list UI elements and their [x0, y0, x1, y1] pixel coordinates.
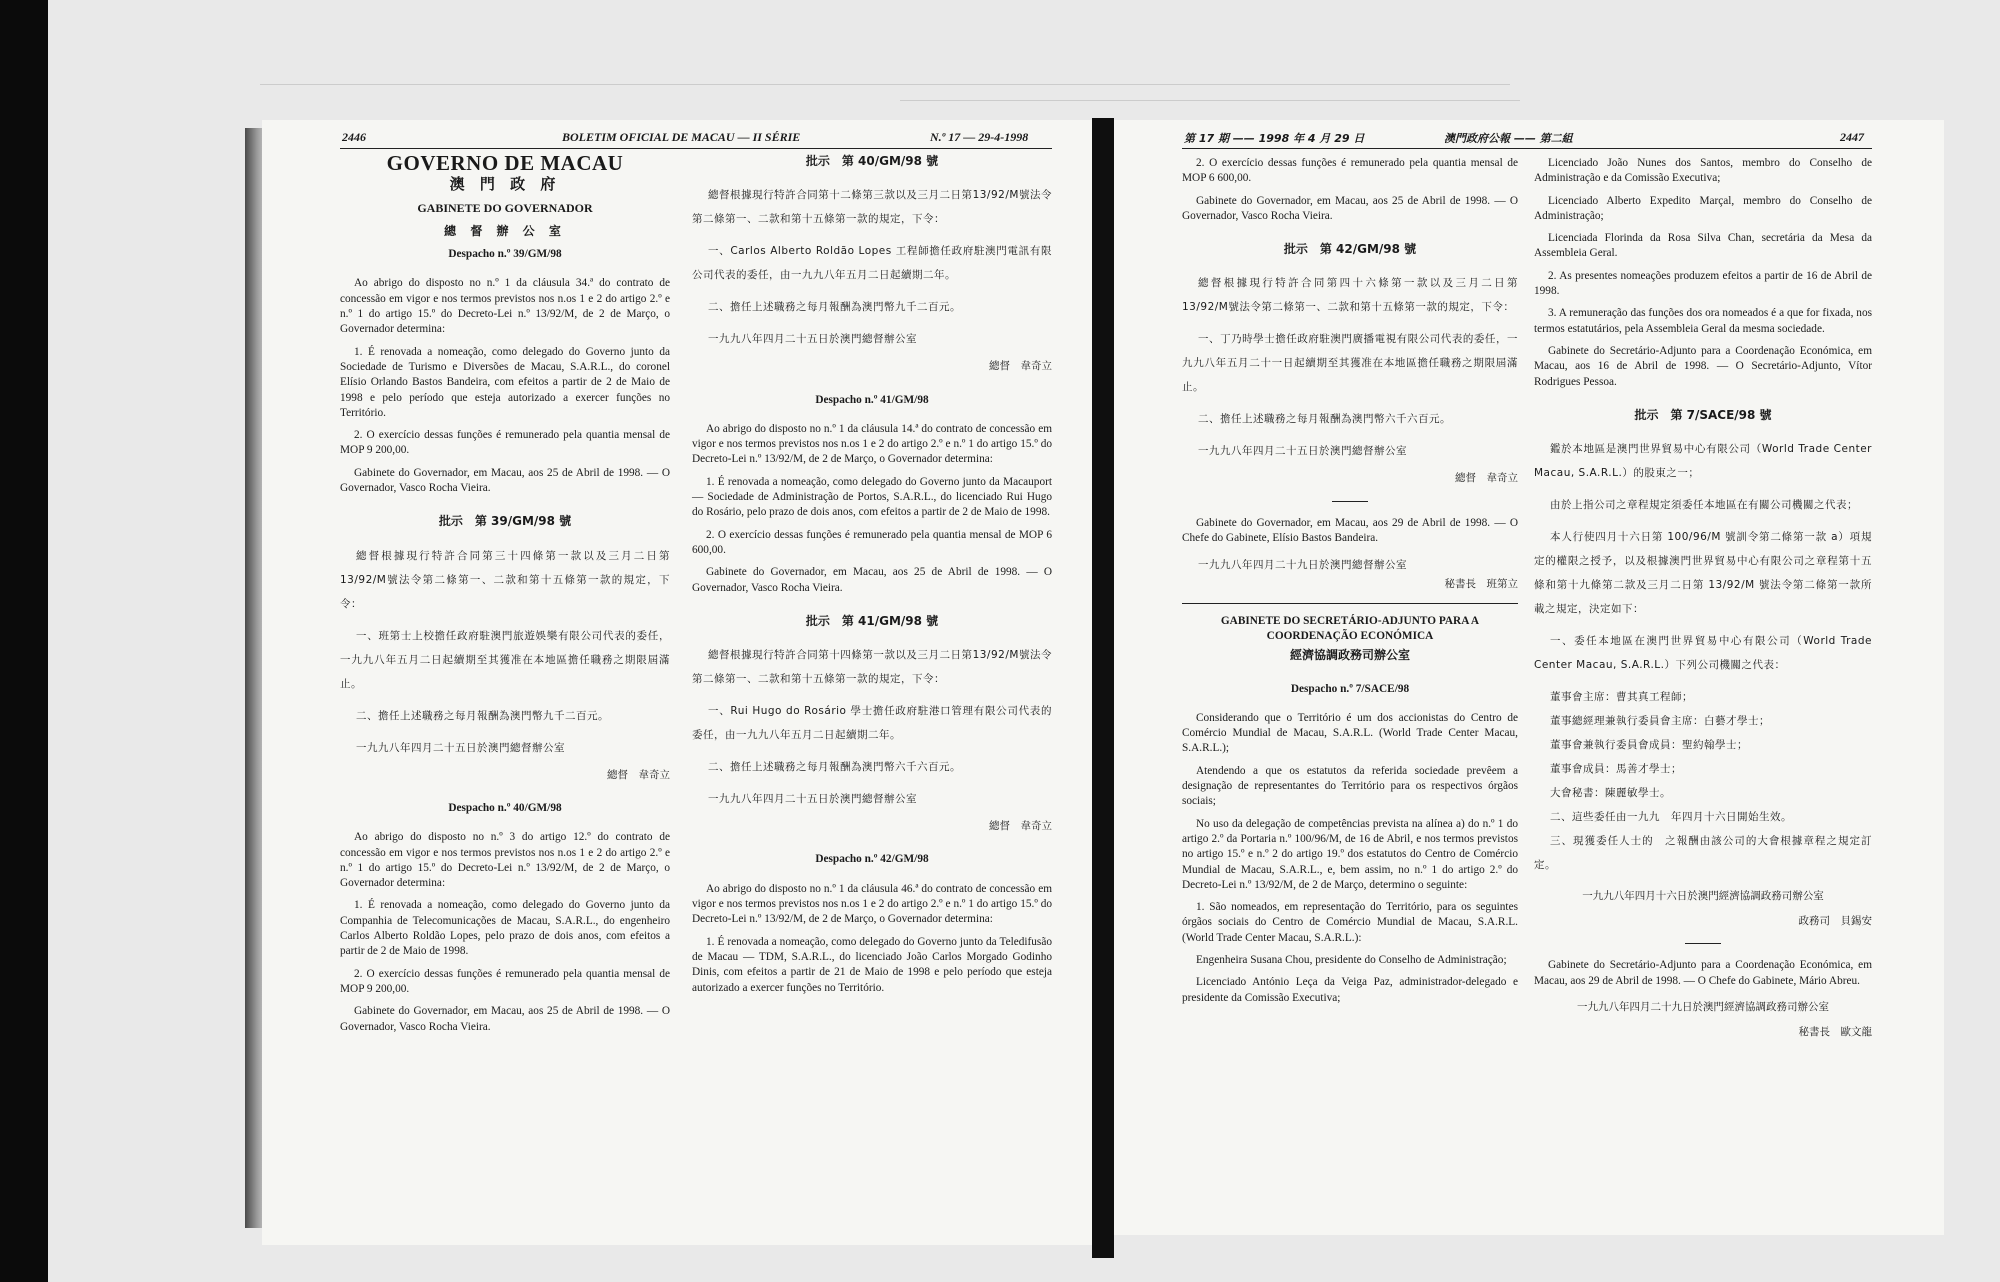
- government-title: GOVERNO DE MACAU: [386, 151, 624, 175]
- zh-39-signature: 總督 韋奇立: [607, 768, 670, 781]
- zh-41-intro: 總督根據現行特許合同第十四條第一款以及三月二日第13/92/M號法令第二條第一、二款和第十五條第一款的規定，下令：: [692, 649, 1052, 686]
- despacho-42-item-1: 1. É renovada a nomeação, como delegado do Governo junto da Teledifusão de Macau — TDM, S.A.R.L., do licenciado João Carlos Morgado Godinho Dinis, com efeitos a partir de 21 de Maio de 1998 e pelo período que esteja autorizado a exercer funções no Território.: [692, 935, 1052, 994]
- despacho-42-signature: Gabinete do Governador, em Macau, aos 25 de Abril de 1998. — O Governador, Vasco Rocha Vieira.: [1182, 194, 1518, 222]
- despacho-42-title: Despacho n.º 42/GM/98: [815, 853, 929, 866]
- zh-sace-6: 董事總經理兼執行委員會主席：白藝才學士；: [1550, 715, 1770, 728]
- zh-sace-4: 一、委任本地區在澳門世界貿易中心有限公司（World Trade Center Macau, S.A.R.L.）下列公司機關之代表：: [1534, 635, 1872, 672]
- despacho-41-item-1: 1. É renovada a nomeação, como delegado do Governo junto da Macauport — Sociedade de Administração de Portos, S.A.R.L., do licenciado Rui Hugo do Rosário, pelo prazo de dois anos, com efeitos a partir de 2 de Maio de 1998.: [692, 475, 1052, 519]
- zh-39-intro: 總督根據現行特許合同第三十四條第一款以及三月二日第13/92/M號法令第二條第一、二款和第十五條第一款的規定，下令：: [340, 549, 670, 610]
- zh-sace-10: 二、這些委任由一九九 年四月十六日開始生效。: [1550, 811, 1792, 824]
- zh-sace-signature: 政務司 貝錫安: [1798, 915, 1872, 928]
- separator-dash: [1332, 501, 1368, 502]
- separator-dash-2: [1685, 943, 1721, 944]
- sace-paragraph-5: Engenheira Susana Chou, presidente do Conselho de Administração;: [1196, 954, 1507, 967]
- zh-40-item-2: 二、擔任上述職務之每月報酬為澳門幣九千二百元。: [708, 301, 961, 314]
- zh-40-title: 批示 第 40/GM/98 號: [805, 154, 939, 168]
- zh-41-signature: 總督 韋奇立: [989, 820, 1052, 833]
- book-gutter: [1092, 118, 1114, 1258]
- right-column-2: [1534, 156, 1872, 1047]
- sace-chefe-date-zh: 一九九八年四月二十九日於澳門經濟協調政務司辦公室: [1577, 1001, 1829, 1014]
- zh-39-item-2: 二、擔任上述職務之每月報酬為澳門幣九千二百元。: [356, 709, 609, 722]
- zh-7-sace-title: 批示 第 7/SACE/98 號: [1634, 407, 1772, 422]
- left-header-rule: [340, 148, 1052, 149]
- despacho-41-title: Despacho n.º 41/GM/98: [815, 393, 929, 406]
- despacho-41-intro: Ao abrigo do disposto no n.º 1 da cláusula 14.ª do contrato de concessão em vigor e nos termos previstos nos n.os 1 e 2 do artigo 2.º e n.º 1 do artigo 15.º do Decreto-Lei n.º 13/92/M, de 2 de Março, o Governador determina:: [692, 422, 1052, 466]
- sace-item-2: 2. As presentes nomeações produzem efeitos a partir de 16 de Abril de 1998.: [1534, 269, 1872, 298]
- sace-signature: Gabinete do Secretário-Adjunto para a Coordenação Económica, em Macau, aos 16 de Abril de 1998. — O Secretário-Adjunto, Vítor Rodrigues Pessoa.: [1534, 344, 1872, 388]
- sace-paragraph-1: Considerando que o Território é um dos accionistas do Centro de Comércio Mundial de Macau, S.A.R.L. (World Trade Center Macau, S.A.R.L.);: [1182, 711, 1518, 755]
- chefe-gabinete-date-zh: 一九九八年四月二十九日於澳門總督辦公室: [1198, 559, 1407, 572]
- left-page: [262, 120, 1092, 1245]
- zh-sace-9: 大會秘書：陳麗敏學士。: [1550, 787, 1671, 800]
- zh-40-intro: 總督根據現行特許合同第十二條第三款以及三月二日第13/92/M號法令第二條第一、二款和第十五條第一款的規定，下令：: [692, 189, 1052, 226]
- zh-sace-1: 鑑於本地區是澳門世界貿易中心有限公司（World Trade Center Macau, S.A.R.L.）的股東之一；: [1534, 443, 1872, 480]
- scan-artifact-line: [260, 84, 1510, 85]
- zh-42-date: 一九九八年四月二十五日於澳門總督辦公室: [1198, 445, 1407, 458]
- despacho-42-item-2: 2. O exercício dessas funções é remunerado pela quantia mensal de MOP 6 600,00.: [1182, 157, 1518, 185]
- scan-artifact-line: [900, 100, 1520, 101]
- secretario-adjunto-title-zh: 經濟協調政務司辦公室: [1289, 648, 1410, 663]
- government-title-zh: 澳 門 政 府: [449, 175, 561, 194]
- zh-42-item-1: 一、丁乃時學士擔任政府駐澳門廣播電視有限公司代表的委任，一九九八年五月二十一日起續期至其獲准在本地區擔任職務之期限屆滿止。: [1182, 333, 1518, 394]
- left-issue: N.º 17 — 29-4-1998: [930, 130, 1029, 144]
- despacho-41-signature: Gabinete do Governador, em Macau, aos 25 de Abril de 1998. — O Governador, Vasco Rocha Vieira.: [692, 566, 1052, 594]
- despacho-40-item-2: 2. O exercício dessas funções é remunerado pela quantia mensal de MOP 9 200,00.: [340, 967, 670, 995]
- left-column-1: [340, 150, 670, 1042]
- sace-paragraph-4: 1. São nomeados, em representação do Território, para os seguintes órgãos sociais do Centro de Comércio Mundial de Macau, S.A.R.L. (World Trade Center Macau, S.A.R.L.):: [1182, 901, 1518, 944]
- despacho-7-sace-title: Despacho n.º 7/SACE/98: [1290, 682, 1410, 695]
- left-page-number: 2446: [342, 130, 366, 144]
- sace-chefe-signature-zh: 秘書長 歐文龍: [1798, 1026, 1872, 1039]
- secretario-adjunto-title: GABINETE DO SECRETÁRIO-ADJUNTO PARA A COORDENAÇÃO ECONÓMICA: [1220, 614, 1480, 642]
- sace-member-1: Licenciado João Nunes dos Santos, membro do Conselho de Administração e da Comissão Executiva;: [1534, 157, 1872, 185]
- scan-left-edge: [0, 0, 48, 1282]
- zh-41-item-1: 一、Rui Hugo do Rosário 學士擔任政府駐港口管理有限公司代表的委任，由一九九八年五月二日起續期二年。: [692, 705, 1052, 742]
- despacho-39-signature: Gabinete do Governador, em Macau, aos 25 de Abril de 1998. — O Governador, Vasco Rocha Vieira.: [340, 466, 670, 495]
- sace-paragraph-3: No uso da delegação de competências prevista na alínea a) do n.º 1 do artigo 2.º da Portaria n.º 100/96/M, de 16 de Abril, e nos termos previstos no artigo 15.º e n.º 2 do artigo 19.º dos estatutos do Centro de Comércio Mundial de Macau, S.A.R.L., e, bem assim, no n.º 1 do artigo 2.º do Decreto-Lei n.º 13/92/M, de 2 de Março, determino o seguinte:: [1182, 817, 1518, 891]
- zh-41-item-2: 二、擔任上述職務之每月報酬為澳門幣六千六百元。: [708, 761, 961, 774]
- zh-sace-8: 董事會成員：馬善才學士；: [1550, 763, 1682, 776]
- sace-chefe-signature: Gabinete do Secretário-Adjunto para a Coordenação Económica, em Macau, aos 29 de Abril de 1998. — O Chefe do Gabinete, Mário Abreu.: [1534, 959, 1872, 987]
- despacho-40-signature: Gabinete do Governador, em Macau, aos 25 de Abril de 1998. — O Governador, Vasco Rocha Vieira.: [340, 1005, 670, 1033]
- zh-sace-7: 董事會兼執行委員會成員：聖約翰學士；: [1550, 739, 1748, 752]
- right-page-number: 2447: [1840, 130, 1864, 144]
- right-column-1: [1182, 156, 1518, 1013]
- office-title-zh: 總 督 辦 公 室: [444, 223, 566, 238]
- despacho-42-intro: Ao abrigo do disposto no n.º 1 da cláusula 46.ª do contrato de concessão em vigor e nos termos previstos nos n.os 1 e 2 do artigo 2.º e n.º 1 do artigo 15.º do Decreto-Lei n.º 13/92/M, de 2 de Março, o Governador determina:: [692, 882, 1052, 926]
- zh-sace-5: 董事會主席：曹其真工程師；: [1550, 691, 1693, 704]
- despacho-39-title: Despacho n.º 39/GM/98: [448, 248, 562, 261]
- sace-member-3: Licenciada Florinda da Rosa Silva Chan, secretária da Mesa da Assembleia Geral.: [1534, 232, 1872, 260]
- zh-40-item-1: 一、Carlos Alberto Roldão Lopes 工程師擔任政府駐澳門電訊有限公司代表的委任，由一九九八年五月二日起續期二年。: [692, 245, 1052, 282]
- zh-39-title: 批示 第 39/GM/98 號: [438, 514, 572, 529]
- sace-paragraph-6: Licenciado António Leça da Veiga Paz, administrador-delegado e presidente da Comissão Executiva;: [1182, 976, 1518, 1004]
- despacho-39-item-2: 2. O exercício dessas funções é remunerado pela quantia mensal de MOP 9 200,00.: [340, 429, 670, 457]
- chefe-gabinete-signature-zh: 秘書長 班第立: [1444, 578, 1518, 591]
- zh-42-item-2: 二、擔任上述職務之每月報酬為澳門幣六千六百元。: [1198, 413, 1451, 426]
- chefe-gabinete-signature: Gabinete do Governador, em Macau, aos 29 de Abril de 1998. — O Chefe do Gabinete, Elísio Bastos Bandeira.: [1182, 516, 1518, 545]
- left-running-title: BOLETIM OFICIAL DE MACAU — II SÉRIE: [562, 130, 801, 144]
- zh-42-title: 批示 第 42/GM/98 號: [1283, 242, 1417, 257]
- sace-member-2: Licenciado Alberto Expedito Marçal, membro do Conselho de Administração;: [1534, 194, 1872, 222]
- zh-sace-2: 由於上指公司之章程規定須委任本地區在有關公司機關之代表；: [1550, 499, 1858, 512]
- zh-39-date: 一九九八年四月二十五日於澳門總督辦公室: [356, 741, 565, 754]
- zh-40-signature: 總督 韋奇立: [989, 360, 1052, 373]
- right-header-rule: [1182, 148, 1872, 149]
- right-page: [1114, 120, 1944, 1235]
- office-title: GABINETE DO GOVERNADOR: [417, 200, 593, 215]
- right-issue-zh: 第 17 期 —— 1998 年 4 月 29 日: [1184, 132, 1365, 145]
- section-rule: [1182, 603, 1518, 604]
- despacho-41-item-2: 2. O exercício dessas funções é remunerado pela quantia mensal de MOP 6 600,00.: [692, 528, 1052, 556]
- left-column-2: [692, 150, 1052, 1003]
- zh-sace-date: 一九九八年四月十六日於澳門經濟協調政務司辦公室: [1582, 890, 1824, 903]
- zh-42-signature: 總督 韋奇立: [1455, 472, 1518, 485]
- zh-42-intro: 總督根據現行特許合同第四十六條第一款以及三月二日第13/92/M號法令第二條第一、二款和第十五條第一款的規定，下令：: [1182, 277, 1518, 314]
- despacho-40-title: Despacho n.º 40/GM/98: [448, 801, 562, 814]
- zh-40-date: 一九九八年四月二十五日於澳門總督辦公室: [708, 333, 917, 346]
- sace-paragraph-2: Atendendo a que os estatutos da referida sociedade prevêem a designação de representantes do Território para os respectivos órgãos sociais;: [1182, 764, 1518, 808]
- zh-39-item-1: 一、班第士上校擔任政府駐澳門旅遊娛樂有限公司代表的委任，一九九八年五月二日起續期至其獲准在本地區擔任職務之期限屆滿止。: [340, 629, 670, 690]
- zh-41-date: 一九九八年四月二十五日於澳門總督辦公室: [708, 793, 917, 806]
- zh-sace-3: 本人行使四月十六日第 100/96/M 號訓令第二條第一款 a）項規定的權限之授予，以及根據澳門世界貿易中心有限公司之章程第十五條和第十九條第二款及三月二日第 13/92/M 號法令第二條第一款所載之規定，決定如下：: [1534, 531, 1872, 616]
- zh-sace-11: 三、現獲委任人士的 之報酬由該公司的大會根據章程之規定訂定。: [1534, 835, 1872, 872]
- despacho-40-intro: Ao abrigo do disposto no n.º 3 do artigo 12.º do contrato de concessão em vigor e nos termos previstos nos n.os 1 e 2 do artigo 2.º e n.º 1 do artigo 15.º do Decreto-Lei n.º 13/92/M, de 2 de Março, o Governador determina:: [340, 831, 670, 890]
- despacho-40-item-1: 1. É renovada a nomeação, como delegado do Governo junto da Companhia de Telecomunicações de Macau, S.A.R.L., do engenheiro Carlos Alberto Roldão Lopes, pelo prazo de dois anos, com efeitos a partir de 2 de Maio de 1998.: [340, 899, 670, 958]
- right-running-title-zh: 澳門政府公報 —— 第二組: [1444, 132, 1573, 145]
- despacho-39-intro: Ao abrigo do disposto no n.º 1 da cláusula 34.ª do contrato de concessão em vigor e nos termos previstos nos n.os 1 e 2 do artigo 2.º e n.º 1 do artigo 15.º do Decreto-Lei n.º 13/92/M, de 2 de Março, o Governador determina:: [340, 277, 670, 336]
- sace-item-3: 3. A remuneração das funções dos ora nomeados é a que for fixada, nos termos estatutários, pela Assembleia Geral da mesma sociedade.: [1534, 307, 1872, 335]
- zh-41-title: 批示 第 41/GM/98 號: [805, 613, 939, 628]
- despacho-39-item-1: 1. É renovada a nomeação, como delegado do Governo junto da Sociedade de Turismo e Diversões de Macau, S.A.R.L., do coronel Elísio Orlando Bastos Bandeira, com efeitos a partir de 2 de Maio de 1998 e pelo período que esteja autorizado a exercer funções no Território.: [340, 345, 670, 419]
